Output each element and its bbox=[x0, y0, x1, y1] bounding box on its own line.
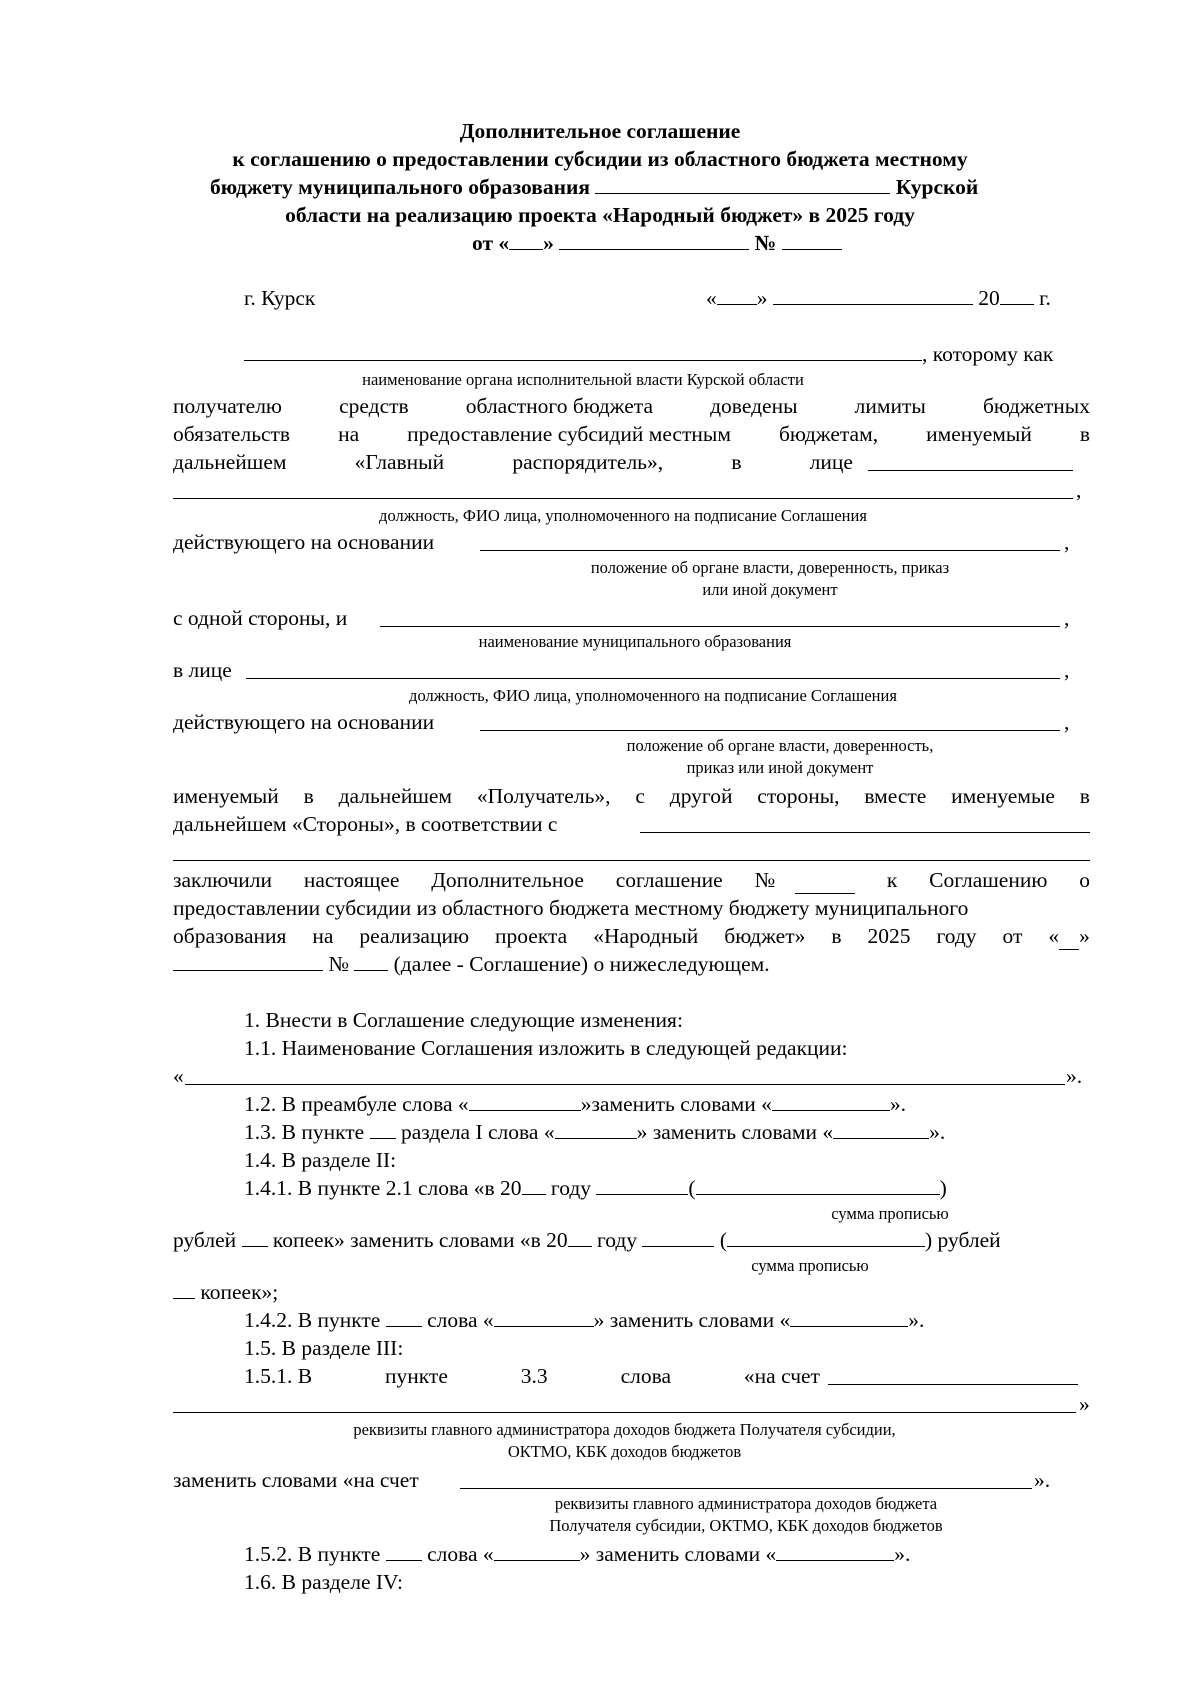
mo-name-blank[interactable] bbox=[595, 173, 890, 194]
vlice-label: в лице bbox=[173, 658, 232, 682]
doc-subtitle-2: бюджету муниципального образования Курской bbox=[210, 175, 979, 199]
osnov-blank-1[interactable] bbox=[480, 550, 1060, 551]
item-1-5: 1.5. В разделе III: bbox=[244, 1336, 404, 1360]
item-1-3: 1.3. В пункте раздела I слова « » заменить словами « ». bbox=[244, 1120, 946, 1144]
doc-subtitle-1: к соглашению о предоставлении субсидии из областного бюджета местному bbox=[232, 147, 968, 171]
zakluchili-line-1: заключили настоящее Дополнительное соглашение № к Соглашению о bbox=[173, 868, 1090, 892]
kopeek-line: копеек»; bbox=[173, 1278, 278, 1306]
osnovanie-blank-2[interactable] bbox=[173, 860, 1090, 861]
zamenit-label: заменить словами «на счет bbox=[173, 1468, 419, 1492]
sign-month-blank[interactable] bbox=[773, 284, 973, 305]
razdel2-new-blank[interactable] bbox=[790, 1306, 908, 1327]
zakluchili-line-3: образования на реализацию проекта «Народный бюджет» в 2025 году от « » bbox=[173, 924, 1090, 948]
city: г. Курск bbox=[244, 286, 316, 310]
osnov-blank-2[interactable] bbox=[480, 730, 1060, 731]
dolzhnost-blank-1[interactable] bbox=[173, 498, 1073, 499]
item-1-5-2: 1.5.2. В пункте слова « » заменить словами « ». bbox=[244, 1542, 911, 1566]
caption-rekv-1a: реквизиты главного администратора доходов бюджета Получателя субсидии, bbox=[353, 1420, 896, 1439]
summa-words-blank-2[interactable] bbox=[727, 1226, 925, 1247]
sogl-month-blank[interactable] bbox=[173, 950, 323, 971]
item-1-5-1: 1.5.1. В пункте 3.3 слова «на счет bbox=[244, 1364, 820, 1388]
preambula-old-blank[interactable] bbox=[469, 1090, 581, 1111]
imenuemyi-line-1: именуемый в дальнейшем «Получатель», с другой стороны, вместе именуемые в bbox=[173, 784, 1090, 808]
zakluchili-line-2: предоставлении субсидии из областного бюджета местному бюджету муниципального bbox=[173, 896, 969, 920]
kopeek-blank-2[interactable] bbox=[173, 1278, 195, 1299]
lico-blank-2[interactable] bbox=[246, 678, 1060, 679]
razdel1-new-blank[interactable] bbox=[833, 1118, 929, 1139]
razdel3-old-blank[interactable] bbox=[494, 1540, 580, 1561]
day-blank[interactable] bbox=[509, 229, 543, 250]
month-blank[interactable] bbox=[559, 229, 749, 250]
preamble-line-1: получателю средств областного бюджета доведены лимиты бюджетных bbox=[173, 394, 1090, 418]
sign-day-blank[interactable] bbox=[717, 284, 757, 305]
sign-year-blank[interactable] bbox=[1000, 284, 1034, 305]
summa-blank-1[interactable] bbox=[596, 1174, 688, 1195]
item-1-4-1: 1.4.1. В пункте 2.1 слова «в 20 году ( ) bbox=[244, 1176, 947, 1200]
imenuemyi-line-2: дальнейшем «Стороны», в соответствии с bbox=[173, 812, 558, 836]
caption-rekv-2a: реквизиты главного администратора доходов бюджета bbox=[554, 1494, 938, 1513]
caption-polozhenie-2b: приказ или иной документ bbox=[686, 758, 874, 777]
caption-summa-2: сумма прописью bbox=[751, 1256, 869, 1275]
schet-new-blank[interactable] bbox=[460, 1488, 1032, 1489]
caption-rekv-1b: ОКТМО, КБК доходов бюджетов bbox=[507, 1442, 742, 1461]
razdel1-old-blank[interactable] bbox=[555, 1118, 637, 1139]
dop-number-blank[interactable] bbox=[795, 873, 855, 894]
preamble-line-2: обязательств на предоставление субсидий местным бюджетам, именуемый в bbox=[173, 422, 1090, 446]
caption-organ: наименование органа исполнительной власти Курской области bbox=[362, 370, 804, 389]
osnovanie-blank[interactable] bbox=[640, 832, 1090, 833]
lico-blank-1[interactable] bbox=[868, 470, 1073, 471]
punkt-blank[interactable] bbox=[370, 1118, 396, 1139]
organ-blank[interactable] bbox=[244, 360, 922, 361]
caption-dolzhnost-1: должность, ФИО лица, уполномоченного на подписание Соглашения bbox=[379, 506, 867, 525]
sogl-day-blank[interactable] bbox=[1059, 929, 1079, 950]
sign-date: « » 20 г. bbox=[706, 286, 1051, 310]
caption-polozhenie-1b: или иной документ bbox=[702, 580, 838, 599]
sogl-number-blank[interactable] bbox=[354, 950, 388, 971]
kotoromu-text: , которому как bbox=[922, 342, 1054, 366]
razdel3-new-blank[interactable] bbox=[776, 1540, 894, 1561]
doc-date-number: от « » № bbox=[472, 229, 842, 257]
punkt-blank-2[interactable] bbox=[386, 1306, 422, 1327]
osnov-label-1: действующего на основании bbox=[173, 530, 435, 554]
storona-label: с одной стороны, и bbox=[173, 606, 348, 630]
schet-old-blank-b[interactable] bbox=[173, 1412, 1076, 1413]
punkt-blank-3[interactable] bbox=[386, 1540, 422, 1561]
caption-mo: наименование муниципального образования bbox=[478, 632, 792, 651]
item-1-4: 1.4. В разделе II: bbox=[244, 1148, 397, 1172]
zakluchili-line-4: № (далее - Соглашение) о нижеследующем. bbox=[173, 950, 770, 978]
year-blank-1[interactable] bbox=[522, 1174, 546, 1195]
doc-title: Дополнительное соглашение bbox=[459, 119, 741, 143]
item-1: 1. Внести в Соглашение следующие изменения: bbox=[244, 1008, 683, 1032]
schet-old-blank-a[interactable] bbox=[828, 1384, 1078, 1385]
item-1-1: 1.1. Наименование Соглашения изложить в следующей редакции: bbox=[244, 1036, 848, 1060]
rubley-line: рублей копеек» заменить словами «в 20 году ( ) рублей bbox=[173, 1228, 1001, 1252]
year-blank-2[interactable] bbox=[568, 1226, 592, 1247]
item-1-6: 1.6. В разделе IV: bbox=[244, 1570, 403, 1594]
summa-blank-2[interactable] bbox=[642, 1226, 714, 1247]
naimenovanie-blank[interactable] bbox=[185, 1084, 1065, 1085]
doc-subtitle-3: области на реализацию проекта «Народный бюджет» в 2025 году bbox=[285, 203, 915, 227]
item-1-2: 1.2. В преамбуле слова « »заменить словами « ». bbox=[244, 1092, 907, 1116]
preambula-new-blank[interactable] bbox=[772, 1090, 890, 1111]
document-page: Дополнительное соглашение к соглашению о предоставлении субсидии из областного бюджета местному бюджету муниципального образования Курской области на реализацию проекта «Народный бюджет» в 2025 году от « » № г. Курск « » 20 г. , которому как наименование органа исполнительной власти Курской области получателю средств областного бюджета доведены лимиты бюджетных обязательств на предоставление субсидий местным бюджетам, именуемый в дальнейшем «Главный распорядитель», в лице , должность, ФИО лица, уполномоченного на подписание Соглашения действующего на основании , положение об органе власти, доверенность, приказ или иной документ с одной стороны, и , наименование муниципального образования в лице , должность, ФИО лица, уполномоченного на подписание Соглашения действующего на основании , положение об органе власти, доверенность, приказ или иной документ именуемый в дальнейшем «Получатель», с другой стороны, вместе именуемые в дальнейшем «Стороны», в соответствии с заключили настоящее Дополнительное соглашение № к Соглашению о предоставлении субсидии из областного бюджета местному бюджету муниципального образования на реализацию проекта «Народный бюджет» в 2025 году от « » № (далее - Соглашение) о нижеследующем. 1. Внести в Соглашение следующие изменения: 1.1. Наименование Соглашения изложить в следующей редакции: « ». 1.2. В преамбуле слова « »заменить словами « ». 1.3. В пункте раздела I слова « » заменить словами « ». 1.4. В разделе II: 1.4.1. В пункте 2.1 слова «в 20 году ( ) сумма прописью рублей копеек» заменить словами «в 20 году ( ) рублей сумма прописью копеек»; 1.4.2. В пункте слова « » заменить словами « ». 1.5. В разделе III: 1.5.1. В пункте 3.3 слова «на счет » реквизиты главного администратора доходов бюджета Получателя субсидии, ОКТМО, КБК доходов бюджетов заменить словами «на счет ». реквизиты главного администратора доходов бюджета Получателя субсидии, ОКТМО, КБК доходов бюджетов 1.5.2. В пункте слова « » заменить словами « ». 1.6. В разделе IV: bbox=[0, 0, 1200, 1697]
item-1-4-2: 1.4.2. В пункте слова « » заменить словами « ». bbox=[244, 1308, 925, 1332]
preamble-line-3: дальнейшем «Главный распорядитель», в лице bbox=[173, 450, 853, 474]
razdel2-old-blank[interactable] bbox=[494, 1306, 594, 1327]
caption-polozhenie-1a: положение об органе власти, доверенность, приказ bbox=[590, 558, 950, 577]
caption-summa-1: сумма прописью bbox=[831, 1204, 949, 1223]
caption-rekv-2b: Получателя субсидии, ОКТМО, КБК доходов бюджетов bbox=[549, 1516, 943, 1535]
osnov-label-2: действующего на основании bbox=[173, 710, 435, 734]
number-blank[interactable] bbox=[782, 229, 842, 250]
caption-polozhenie-2a: положение об органе власти, доверенность, bbox=[626, 736, 934, 755]
summa-words-blank-1[interactable] bbox=[696, 1174, 940, 1195]
caption-dolzhnost-2: должность, ФИО лица, уполномоченного на подписание Соглашения bbox=[409, 686, 897, 705]
mo-blank[interactable] bbox=[380, 626, 1060, 627]
kopeek-blank-1[interactable] bbox=[242, 1226, 268, 1247]
